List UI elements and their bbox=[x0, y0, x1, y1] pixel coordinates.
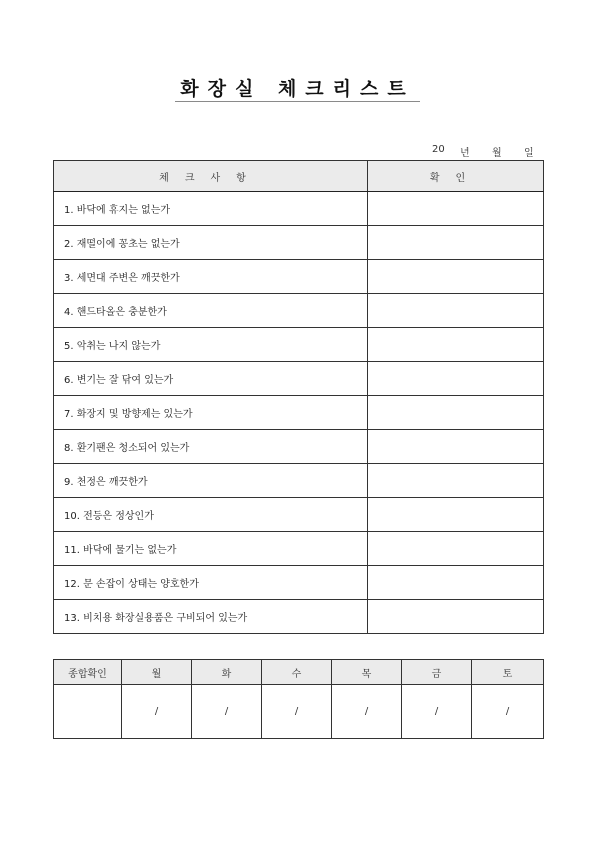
checklist-item: 7. 화장지 및 방향제는 있는가 bbox=[54, 396, 368, 430]
title-underline bbox=[175, 101, 420, 102]
table-row bbox=[54, 464, 544, 498]
table-row bbox=[54, 600, 544, 634]
checklist-table bbox=[53, 160, 544, 634]
date-cell-fri[interactable]: / bbox=[402, 685, 472, 739]
checklist-item: 13. 비치용 화장실용품은 구비되어 있는가 bbox=[54, 600, 368, 634]
confirm-header: 확인 bbox=[368, 161, 544, 192]
table-row bbox=[54, 294, 544, 328]
day-header-tue: 화 bbox=[192, 660, 262, 685]
overall-check-cell[interactable] bbox=[54, 685, 122, 739]
table-row bbox=[54, 260, 544, 294]
checklist-item: 10. 전등은 정상인가 bbox=[54, 498, 368, 532]
day-header-sat: 토 bbox=[472, 660, 544, 685]
date-cell-tue[interactable]: / bbox=[192, 685, 262, 739]
confirm-cell[interactable] bbox=[368, 600, 544, 634]
date-day-unit: 일 bbox=[524, 148, 534, 159]
day-header-thu: 목 bbox=[332, 660, 402, 685]
confirm-cell[interactable] bbox=[368, 464, 544, 498]
checklist-item: 9. 천정은 깨끗한가 bbox=[54, 464, 368, 498]
table-row bbox=[54, 328, 544, 362]
confirm-cell[interactable] bbox=[368, 396, 544, 430]
confirm-cell[interactable] bbox=[368, 362, 544, 396]
confirm-cell[interactable] bbox=[368, 226, 544, 260]
date-cell-mon[interactable]: / bbox=[122, 685, 192, 739]
checklist-item: 8. 환기팬은 청소되어 있는가 bbox=[54, 430, 368, 464]
weekly-summary-table bbox=[53, 659, 544, 739]
confirm-cell[interactable] bbox=[368, 498, 544, 532]
confirm-cell[interactable] bbox=[368, 192, 544, 226]
summary-header-row bbox=[54, 660, 544, 685]
table-row bbox=[54, 362, 544, 396]
day-header-mon: 월 bbox=[122, 660, 192, 685]
table-row bbox=[54, 566, 544, 600]
confirm-cell[interactable] bbox=[368, 566, 544, 600]
checklist-item: 11. 바닥에 물기는 없는가 bbox=[54, 532, 368, 566]
checklist-item: 3. 세면대 주변은 깨끗한가 bbox=[54, 260, 368, 294]
date-year-unit: 년 bbox=[460, 148, 470, 159]
confirm-cell[interactable] bbox=[368, 260, 544, 294]
checklist-item: 2. 재떨이에 꽁초는 없는가 bbox=[54, 226, 368, 260]
day-header-wed: 수 bbox=[262, 660, 332, 685]
table-row bbox=[54, 192, 544, 226]
checklist-item: 1. 바닥에 휴지는 없는가 bbox=[54, 192, 368, 226]
summary-date-row bbox=[54, 685, 544, 739]
checklist-item: 4. 핸드타올은 충분한가 bbox=[54, 294, 368, 328]
confirm-cell[interactable] bbox=[368, 294, 544, 328]
table-row bbox=[54, 226, 544, 260]
table-row bbox=[54, 498, 544, 532]
page-title: 화장실 체크리스트 bbox=[180, 78, 415, 100]
table-row bbox=[54, 532, 544, 566]
table-row bbox=[54, 396, 544, 430]
date-cell-thu[interactable]: / bbox=[332, 685, 402, 739]
date-cell-wed[interactable]: / bbox=[262, 685, 332, 739]
check-items-header: 체크사항 bbox=[54, 161, 368, 192]
confirm-cell[interactable] bbox=[368, 328, 544, 362]
confirm-cell[interactable] bbox=[368, 532, 544, 566]
overall-check-label: 종합확인 bbox=[54, 660, 122, 685]
date-month-unit: 월 bbox=[492, 148, 502, 159]
checklist-item: 6. 변기는 잘 닦여 있는가 bbox=[54, 362, 368, 396]
date-year-prefix: 20 bbox=[432, 144, 445, 155]
day-header-fri: 금 bbox=[402, 660, 472, 685]
confirm-cell[interactable] bbox=[368, 430, 544, 464]
checklist-header-row bbox=[54, 161, 544, 192]
table-row bbox=[54, 430, 544, 464]
date-cell-sat[interactable]: / bbox=[472, 685, 544, 739]
checklist-item: 5. 악취는 나지 않는가 bbox=[54, 328, 368, 362]
checklist-item: 12. 문 손잡이 상태는 양호한가 bbox=[54, 566, 368, 600]
